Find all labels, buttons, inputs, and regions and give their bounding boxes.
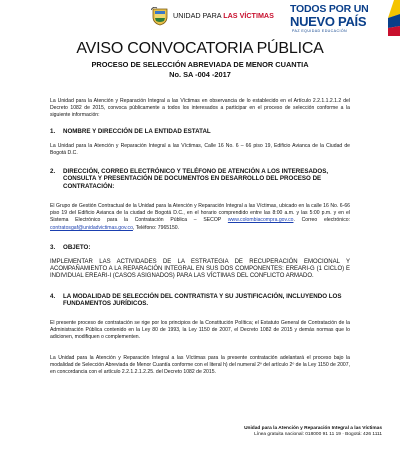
intro-paragraph: La Unidad para la Atención y Reparación Integral a las Víctimas en observancia de lo establecido en el Artículo 2.2.1.1.2.1.2 del Decreto 1082 de 2015, convoca públicamente a todos los interesados a participar en el proceso de selección conforme a la siguiente información: xyxy=(50,98,350,119)
section-title: NOMBRE Y DIRECCIÓN DE LA ENTIDAD ESTATAL xyxy=(63,128,211,135)
section-body-4a: El presente proceso de contratación se rige por los principios de la Constitución Política; el Estatuto General de Contratación de la Administración Pública contenido en la Ley 80 de 1993, la Ley 1150 de 2007, el Decreto 1082 de 2015 y demás normas que lo adicionen, modifiquen o complementen. xyxy=(50,320,350,341)
section-number: 2. xyxy=(50,168,56,175)
section-heading-1 xyxy=(50,128,352,135)
section-heading-2 xyxy=(50,168,352,190)
section-body-3: IMPLEMENTAR LAS ACTIVIDADES DE LA ESTRATEGIA DE RECUPERACIÓN EMOCIONAL Y ACOMPAÑAMIENTO A LA REPARACIÓN INTEGRAL EN SUS DOS COMPONENTES: EREARI-G (1 CICLO) E INDIVIDUAL EREARI-I (CASOS ASIGNADOS) PARA LAS VÍCTIMAS DEL CONFLICTO ARMADO. xyxy=(50,259,350,280)
email-link[interactable]: contratosgaf@unidadvictimas.gov.co xyxy=(50,224,133,231)
section-title: OBJETO: xyxy=(63,244,91,251)
logo-tagline: PAZ EQUIDAD EDUCACIÓN xyxy=(292,29,348,33)
section-title: LA MODALIDAD DE SELECCIÓN DEL CONTRATISTA Y SU JUSTIFICACIÓN, INCLUYENDO LOS FUNDAMENTOS JURÍDICOS. xyxy=(63,293,342,308)
section-body-1: La Unidad para la Atención y Reparación Integral a las Víctimas, Calle 16 No. 6 – 66 piso 19, Edificio Avianca de la Ciudad de Bogotá D.C. xyxy=(50,143,350,157)
coat-of-arms-icon xyxy=(151,6,169,26)
section-title: DIRECCIÓN, CORREO ELECTRÓNICO Y TELÉFONO DE ATENCIÓN A LOS INTERESADOS, CONSULTA Y PRESENTACIÓN DE DOCUMENTOS EN DESARROLLO DEL PROCESO DE CONTRATACIÓN: xyxy=(63,168,329,190)
page-title: AVISO CONVOCATORIA PÚBLICA xyxy=(76,40,324,57)
process-number: No. SA -004 -2017 xyxy=(169,70,231,79)
logo-line-1: TODOS POR UN xyxy=(290,3,369,15)
todos-por-un-nuevo-pais-logo xyxy=(284,2,396,36)
section-heading-4 xyxy=(50,293,352,308)
section-body-2: El Grupo de Gestión Contractual de la Unidad para la Atención y Reparación Integral a las Víctimas, ubicado en la calle 16 No. 6-66 piso 19 del Edificio Avianca de la ciudad de Bogotá D.C., en el horario comprendido entre las 8:00 a.m. y las 5:00 p.m. y en el Sistema Electrónico para la Contratación Pública – SECOP www.colombiacompra.gov.co. Correo electrónico: contratosgaf@unidadvictimas.gov.co, Teléfono: 7965150. xyxy=(50,203,350,231)
section-body-4b: La Unidad para la Atención y Reparación Integral a las Víctimas para la presente contratación adelantará el proceso bajo la modalidad de Selección Abreviada de Menor Cuantía conforme con el literal h) del numeral 2º del artículo 2º de la Ley 1150 de 2007, en concordancia con el artículo 2.2.1.2.1.2.25. del Decreto 1082 de 2015. xyxy=(50,355,350,376)
document-footer xyxy=(244,426,382,438)
section-number: 4. xyxy=(50,293,56,300)
document-header xyxy=(0,0,400,42)
unidad-victimas-logo: UNIDAD PARA LAS VÍCTIMAS xyxy=(173,11,274,20)
section-number: 1. xyxy=(50,128,56,135)
section-number: 3. xyxy=(50,244,56,251)
page-subtitle: PROCESO DE SELECCIÓN ABREVIADA DE MENOR CUANTIA xyxy=(91,60,309,69)
footer-contact: Línea gratuita nacional: 018000 91 11 19 · Bogotá: 426 1111 xyxy=(254,432,382,438)
footer-entity: Unidad para la Atención y Reparación Integral a las Víctimas xyxy=(244,426,382,431)
flag-stripes-icon xyxy=(388,0,400,36)
section-heading-3 xyxy=(50,244,352,251)
logo-line-2: NUEVO PAÍS xyxy=(290,14,367,29)
secop-link[interactable]: www.colombiacompra.gov.co xyxy=(227,217,294,224)
